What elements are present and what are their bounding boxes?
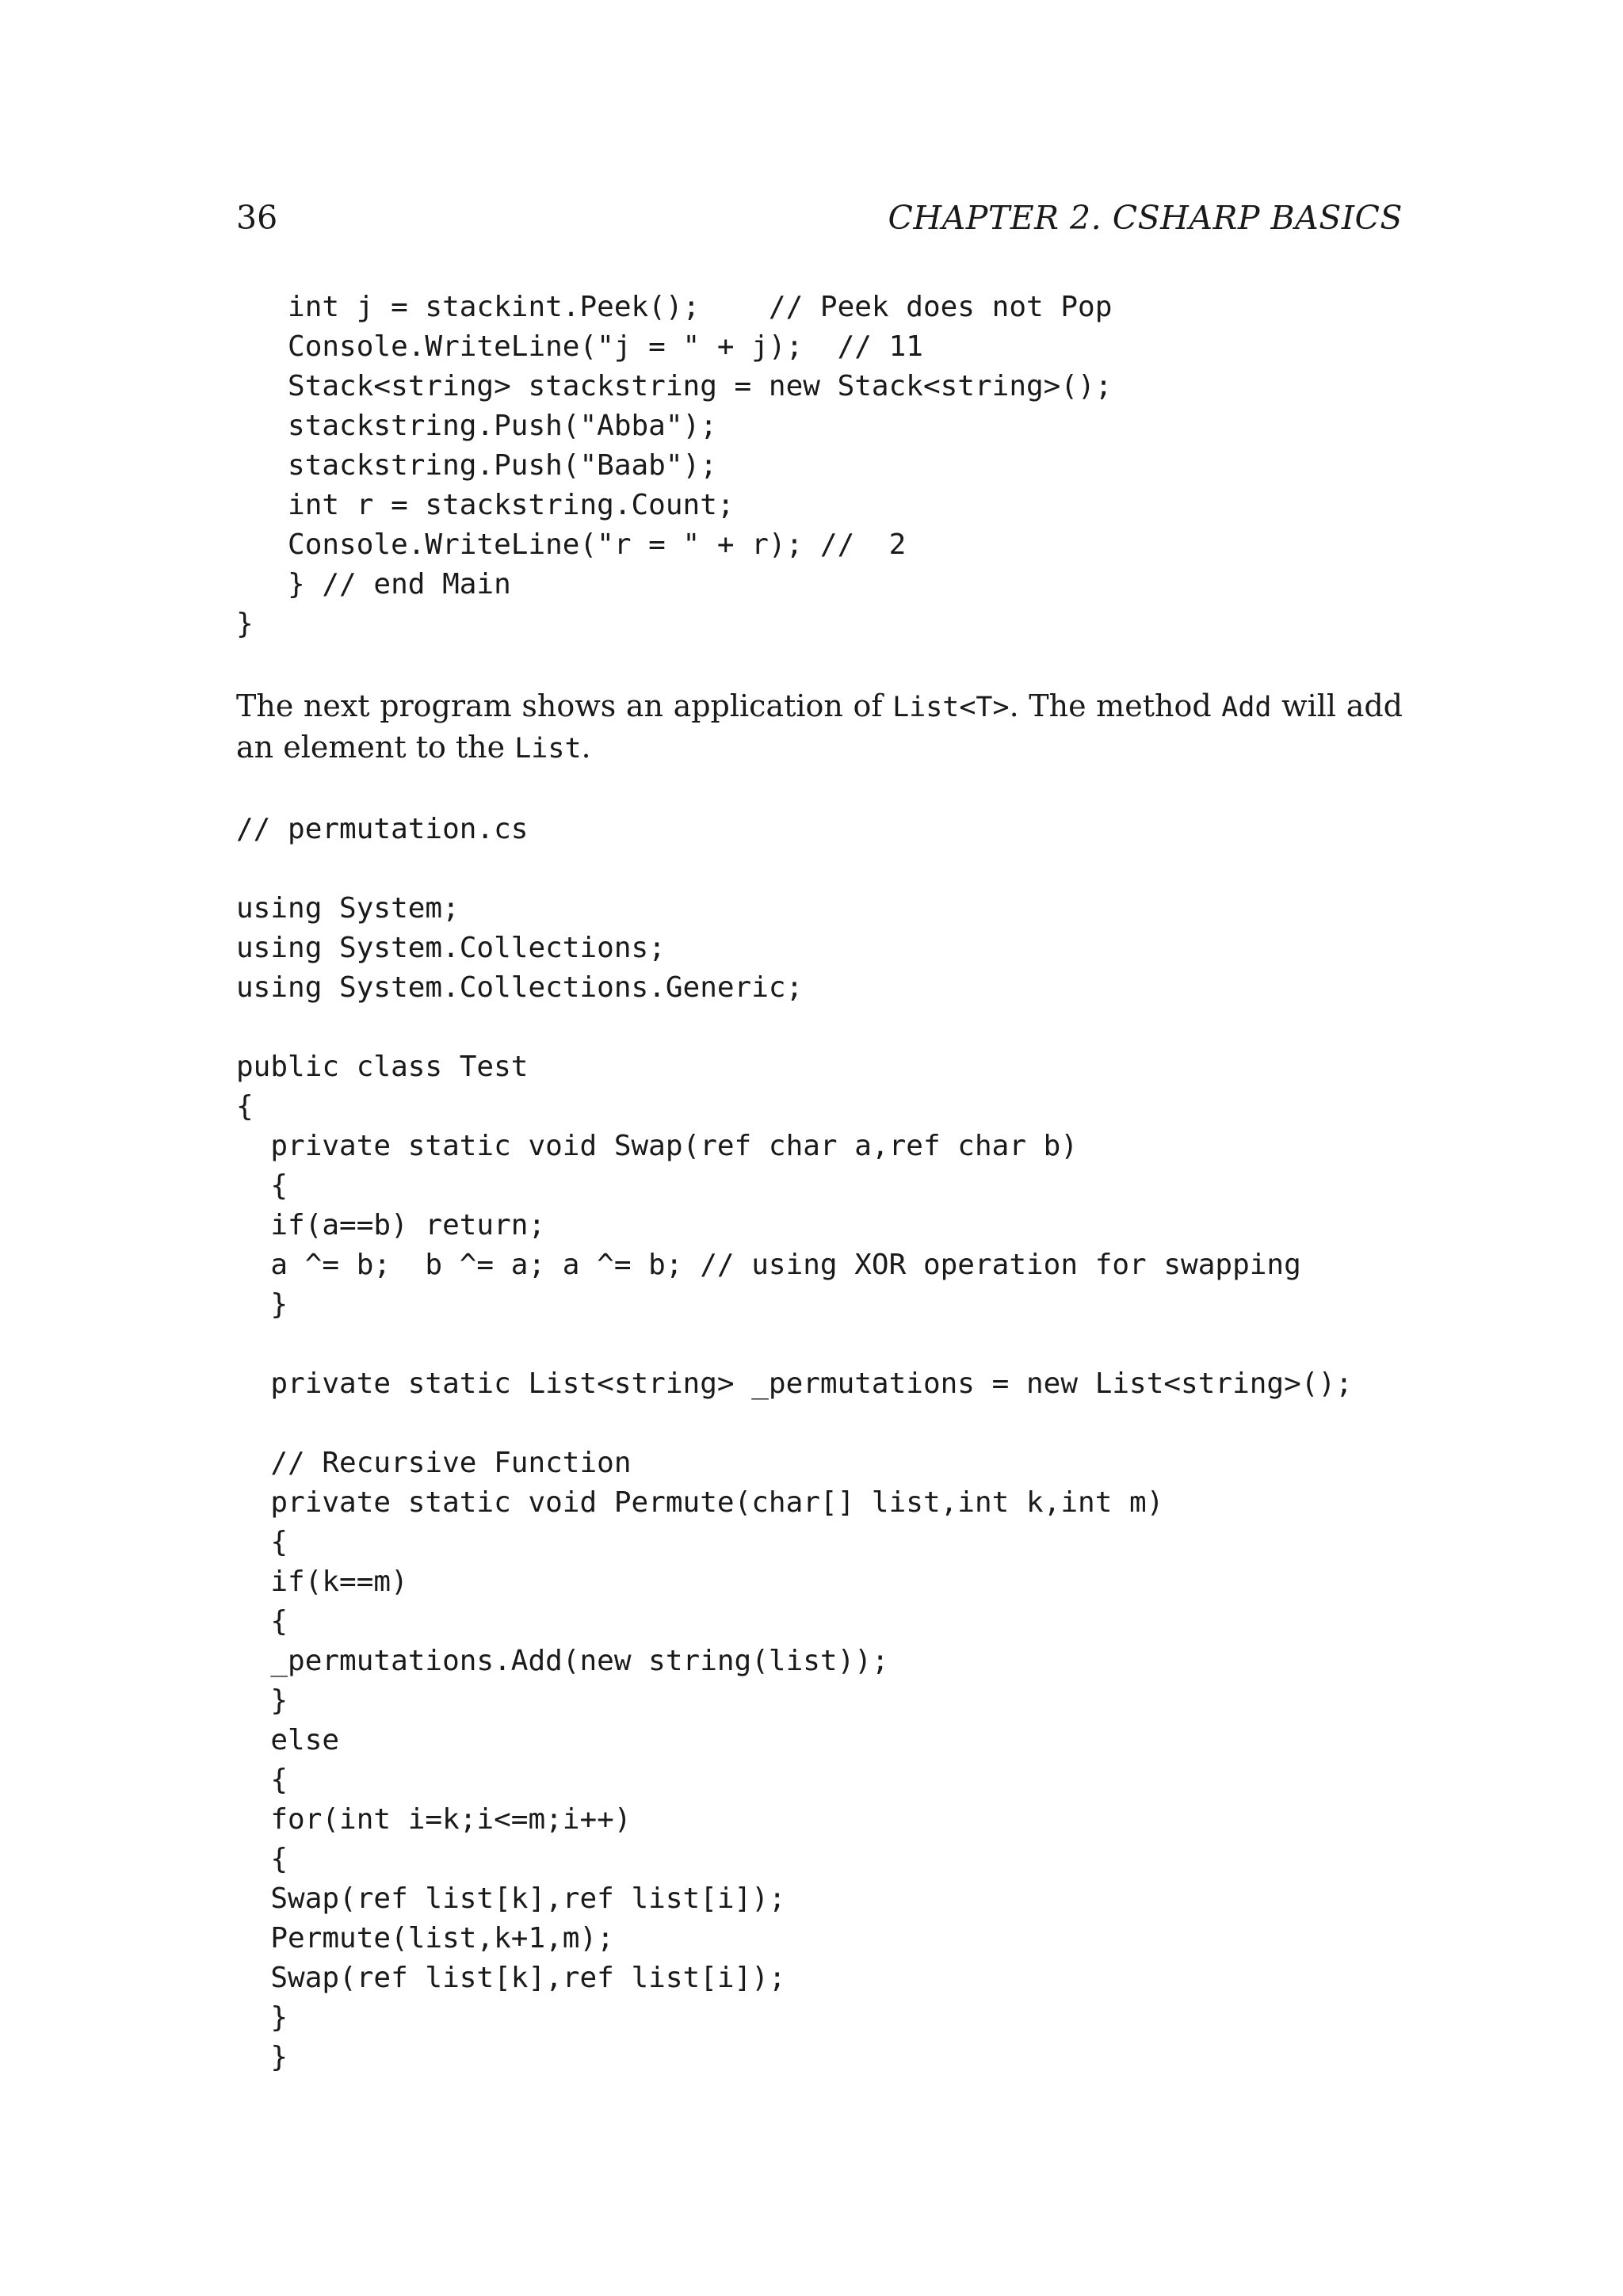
inline-code-add: Add [1221,692,1272,723]
code-line: // Recursive Function [236,1447,632,1479]
body-paragraph [236,686,1403,769]
code-block-stack-example [236,288,1112,644]
running-head: CHAPTER 2. CSHARP BASICS [888,199,1403,237]
code-line: { [236,1169,288,1202]
code-line: { [236,1526,288,1558]
code-line: } [236,1684,288,1717]
code-line: _permutations.Add(new string(list)); [236,1645,889,1677]
paragraph-text: . [581,730,591,765]
page-header [236,194,1403,242]
code-line [236,1325,1353,1364]
paragraph-text: The next program shows an application of [236,688,893,723]
code-line [236,1404,1353,1444]
code-line: if(k==m) [236,1566,408,1598]
code-line: Swap(ref list[k],ref list[i]); [236,1882,786,1915]
code-line: if(a==b) return; [236,1209,546,1241]
code-line: // permutation.cs [236,813,529,845]
code-block-permutation [236,810,1353,2077]
code-line: for(int i=k;i<=m;i++) [236,1803,632,1836]
code-line: Stack<string> stackstring = new Stack<string>(); [236,370,1113,402]
code-line [236,1008,1353,1047]
code-line: int r = stackstring.Count; [236,489,735,521]
code-line: a ^= b; b ^= a; a ^= b; // using XOR operation for swapping [236,1249,1301,1281]
code-line: private static void Permute(char[] list,int k,int m) [236,1486,1164,1519]
code-line: { [236,1090,254,1123]
code-line: { [236,1843,288,1875]
code-line: Swap(ref list[k],ref list[i]); [236,1962,786,1994]
code-line: { [236,1764,288,1796]
code-line: { [236,1605,288,1638]
paragraph-text: will add an element to the [236,688,1403,765]
code-line: using System; [236,892,460,925]
code-line: using System.Collections; [236,932,666,964]
code-line: stackstring.Push("Abba"); [236,410,717,442]
code-line: Permute(list,k+1,m); [236,1922,614,1955]
code-line: private static void Swap(ref char a,ref char b) [236,1130,1079,1162]
inline-code-list-t: List<T> [892,692,1010,723]
code-line: } [236,1288,288,1321]
code-line: } // end Main [236,568,511,601]
code-line: } [236,608,254,640]
code-line: Console.WriteLine("j = " + j); // 11 [236,330,923,363]
code-line [236,849,1353,889]
code-line: public class Test [236,1051,529,1083]
inline-code-list: List [514,733,582,765]
code-line: stackstring.Push("Baab"); [236,449,717,482]
code-line: int j = stackint.Peek(); // Peek does not Pop [236,291,1113,323]
page-number: 36 [236,199,278,237]
code-line: Console.WriteLine("r = " + r); // 2 [236,528,907,561]
code-line: using System.Collections.Generic; [236,971,804,1004]
code-line: } [236,2041,288,2073]
paragraph-text: . The method [1009,688,1222,723]
code-line: private static List<string> _permutations = new List<string>(); [236,1367,1353,1400]
code-line: else [236,1724,340,1756]
code-line: } [236,2001,288,2034]
